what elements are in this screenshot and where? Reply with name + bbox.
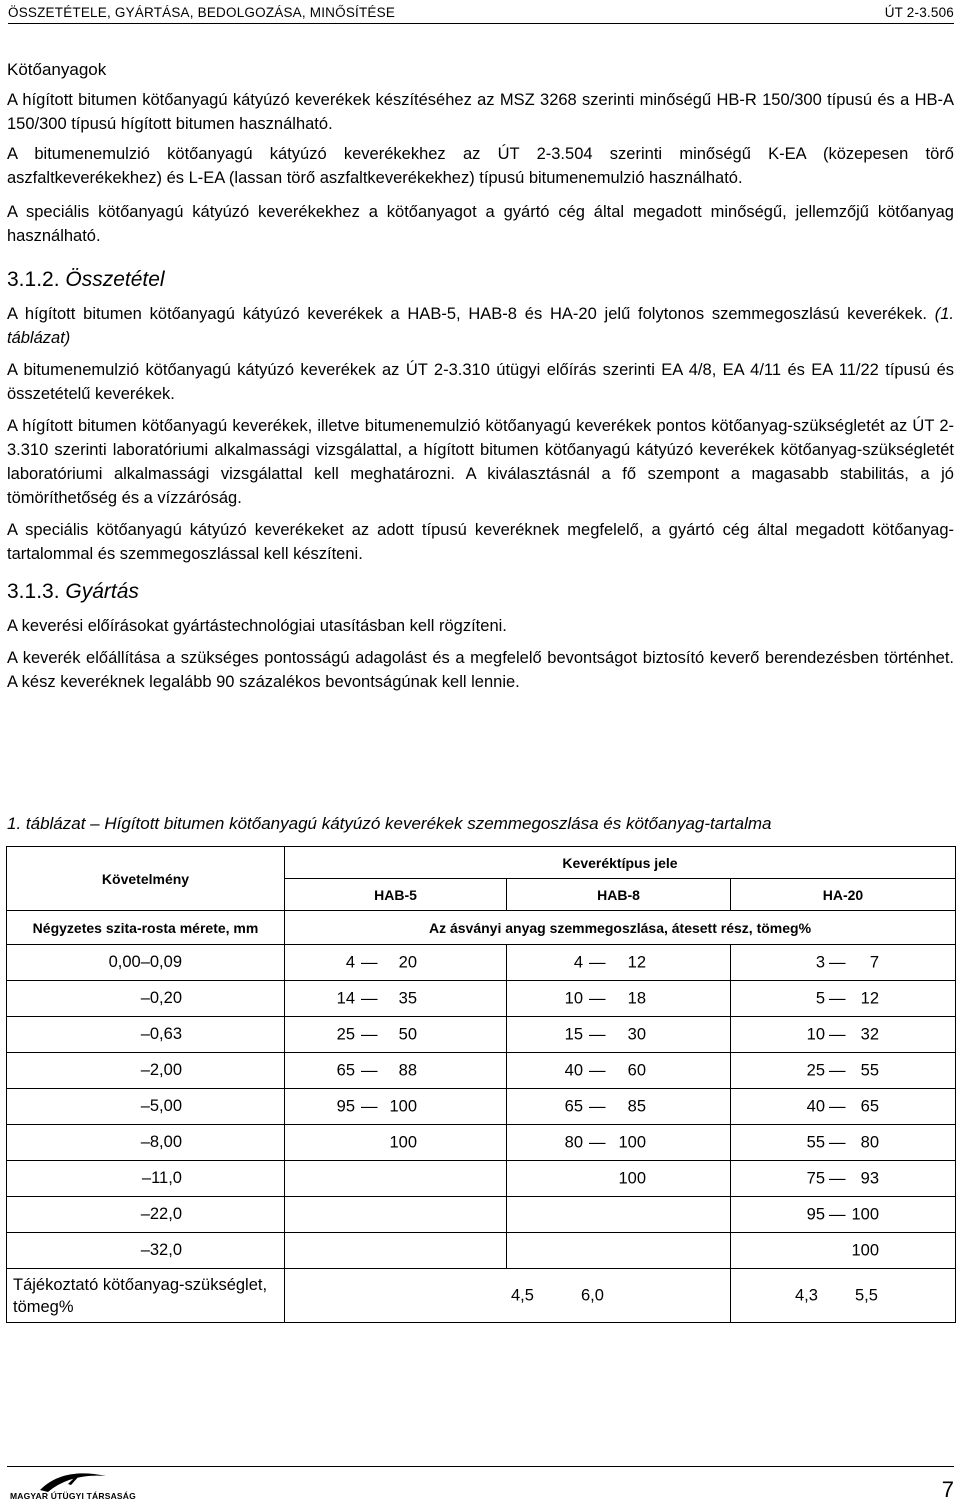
- range-dash: —: [589, 1097, 606, 1115]
- range-min: 25: [806, 1061, 825, 1079]
- range-dash: —: [829, 1169, 846, 1187]
- range-cell: [731, 1053, 956, 1089]
- header-type-hab8: HAB-8: [507, 879, 731, 911]
- range-cell: [507, 1125, 731, 1161]
- range-cell: [731, 1161, 956, 1197]
- paragraph-binder-requirement: A hígított bitumen kötőanyagú keverékek, illetve bitumenemulzió kötőanyagú keverékek pontos kötőanyag-szükségletét az ÚT 2-3.310 szerinti laboratóriumi alkalmassági vizsgálattal, a hígított bitumen kötőanyagú kátyúzó keverékek kötőanyag-szükségletét laboratóriumi alkalmassági vizsgálattal kell meghatározni. A kiválasztásnál a fő szempont a magasabb stabilitás, a jó tömöríthetőség és a vízzáróság.: [7, 417, 954, 507]
- range-max: 88: [398, 1061, 417, 1079]
- paragraph-special-binder: A speciális kötőanyagú kátyúzó keverékekhez a kötőanyagot a gyártó cég által megadott minőségű, jellemzőjű kötőanyag használható.: [7, 203, 954, 245]
- binder-ha-min: 4,3: [795, 1286, 818, 1304]
- page-number: 7: [941, 1477, 954, 1502]
- table-row: [7, 1197, 956, 1233]
- range-dash: —: [829, 1025, 846, 1043]
- range-cell: [285, 1089, 507, 1125]
- range-cell: [507, 1233, 731, 1269]
- range-dash: —: [829, 1061, 846, 1079]
- range-cell: [285, 1053, 507, 1089]
- range-dash: —: [589, 1133, 606, 1151]
- grading-rows: [7, 945, 956, 1269]
- subheading-kotoanyagok: Kötőanyagok: [7, 60, 107, 79]
- range-dash: —: [361, 1061, 378, 1079]
- paragraph-hb-binder: A hígított bitumen kötőanyagú kátyúzó keverékek készítéséhez az MSZ 3268 szerinti minőségű HB-R 150/300 típusú és a HB-A 150/300 típusú hígított bitumen használható.: [7, 91, 954, 133]
- binder-hab-min: 4,5: [511, 1286, 534, 1304]
- range-max: 85: [627, 1097, 646, 1115]
- binder-ha-range: [731, 1269, 956, 1323]
- range-cell: [507, 1053, 731, 1089]
- range-cell: [285, 1197, 507, 1233]
- range-max: 12: [627, 953, 646, 971]
- range-min: 4: [573, 953, 583, 971]
- range-cell: [285, 945, 507, 981]
- logo-text: MAGYAR ÚTÜGYI TÁRSASÁG: [10, 1491, 136, 1501]
- sieve-size-cell: –32,0: [7, 1233, 285, 1269]
- range-min: 25: [336, 1025, 355, 1043]
- range-cell: [507, 981, 731, 1017]
- range-min: 40: [806, 1097, 825, 1115]
- road-swoosh-icon: [38, 1470, 108, 1492]
- publisher-logo: [10, 1470, 136, 1502]
- range-max: 65: [860, 1097, 879, 1115]
- range-cell: [285, 1017, 507, 1053]
- paragraph-special-mixtures: A speciális kötőanyagú kátyúzó keverékeket az adott típusú keveréknek megfelelő, a gyártó cég által megadott kötőanyag-tartalommal és szemmegoszlással kell készíteni.: [7, 521, 954, 563]
- header-requirement: Követelmény: [7, 847, 285, 911]
- range-max: 55: [860, 1061, 879, 1079]
- range-cell: [731, 1197, 956, 1233]
- table-row: [7, 981, 956, 1017]
- range-cell: [285, 981, 507, 1017]
- range-max: 7: [869, 953, 879, 971]
- range-min: 80: [564, 1133, 583, 1151]
- range-cell: [731, 1233, 956, 1269]
- range-dash: —: [361, 953, 378, 971]
- range-cell: [731, 945, 956, 981]
- range-dash: —: [589, 989, 606, 1007]
- range-cell: [731, 1017, 956, 1053]
- sieve-size-cell: –22,0: [7, 1197, 285, 1233]
- range-dash: —: [361, 1097, 378, 1115]
- paragraph-emulsion-binder: A bitumenemulzió kötőanyagú kátyúzó keverékekhez az ÚT 2-3.504 szerinti minőségű K-EA (közepesen törő aszfaltkeverékekhez) és L-EA (lassan törő aszfaltkeverékekhez) típusú bitumenemulzió használható.: [7, 145, 954, 187]
- header-type-hab5: HAB-5: [285, 879, 507, 911]
- range-dash: —: [829, 953, 846, 971]
- range-min: 5: [815, 989, 825, 1007]
- sieve-size-cell: –0,63: [7, 1017, 285, 1053]
- table-row: [7, 1125, 956, 1161]
- range-cell: [507, 1089, 731, 1125]
- paragraph-mixing-rules: A keverési előírásokat gyártástechnológiai utasításban kell rögzíteni.: [7, 617, 507, 635]
- binder-hab-max: 6,0: [581, 1286, 604, 1304]
- range-cell: [507, 945, 731, 981]
- range-dash: —: [589, 1025, 606, 1043]
- range-dash: —: [829, 1133, 846, 1151]
- range-min: 10: [564, 989, 583, 1007]
- table-row: [7, 1017, 956, 1053]
- range-min: 95: [336, 1097, 355, 1115]
- range-max: 12: [860, 989, 879, 1007]
- section-number: 3.1.3.: [7, 580, 60, 603]
- range-max: 18: [627, 989, 646, 1007]
- range-cell: [507, 1161, 731, 1197]
- range-max: 100: [618, 1133, 646, 1151]
- table-row: [7, 1161, 956, 1197]
- binder-label: Tájékoztató kötőanyag-szükséglet, tömeg%: [7, 1269, 285, 1323]
- header-title: ÖSSZETÉTELE, GYÁRTÁSA, BEDOLGOZÁSA, MINŐSÍTÉSE: [8, 5, 396, 20]
- range-dash: —: [829, 989, 846, 1007]
- range-dash: —: [589, 1061, 606, 1079]
- range-max: 50: [398, 1025, 417, 1043]
- table-reference: (1. táblázat): [7, 305, 955, 347]
- range-max: 93: [860, 1169, 879, 1187]
- section-title: Gyártás: [65, 580, 139, 603]
- range-min: 65: [336, 1061, 355, 1079]
- range-min: 14: [336, 989, 355, 1007]
- header-sieve-size: Négyzetes szita-rosta mérete, mm: [7, 911, 285, 945]
- range-cell: [507, 1197, 731, 1233]
- range-min: 65: [564, 1097, 583, 1115]
- table-row: [7, 945, 956, 981]
- sieve-size-cell: –8,00: [7, 1125, 285, 1161]
- range-cell: [731, 1089, 956, 1125]
- section-heading-osszetetel: [7, 266, 954, 294]
- range-max: 30: [627, 1025, 646, 1043]
- header-type-ha20: HA-20: [731, 879, 956, 911]
- range-min: 4: [345, 953, 355, 971]
- range-dash: —: [361, 1025, 378, 1043]
- range-max: 100: [618, 1169, 646, 1187]
- range-min: 75: [806, 1169, 825, 1187]
- paragraph-emulsion-mixtures: A bitumenemulzió kötőanyagú kátyúzó keverékek az ÚT 2-3.310 útügyi előírás szerinti EA 4/8, EA 4/11 és EA 11/22 típusú és összetételű keverékek.: [7, 361, 954, 403]
- table-row: [7, 1053, 956, 1089]
- range-max: 20: [398, 953, 417, 971]
- sieve-size-cell: –2,00: [7, 1053, 285, 1089]
- section-title: Összetétel: [65, 268, 165, 291]
- page-header: [8, 3, 954, 24]
- sieve-size-cell: –11,0: [7, 1161, 285, 1197]
- range-min: 55: [806, 1133, 825, 1151]
- range-max: 60: [627, 1061, 646, 1079]
- range-max: 100: [851, 1241, 879, 1259]
- footer-divider: [7, 1466, 954, 1467]
- sieve-size-cell: 0,00–0,09: [7, 945, 285, 981]
- range-min: 15: [564, 1025, 583, 1043]
- range-dash: —: [829, 1097, 846, 1115]
- range-dash: —: [361, 989, 378, 1007]
- range-cell: [285, 1125, 507, 1161]
- range-dash: —: [589, 953, 606, 971]
- range-cell: [285, 1161, 507, 1197]
- range-max: 100: [389, 1097, 417, 1115]
- range-min: 95: [806, 1205, 825, 1223]
- paragraph-production: A keverék előállítása a szükséges pontosságú adagolást és a megfelelő bevontságot biztosító keverő berendezésben történhet. A kész keveréknek legalább 90 százalékos bevontságúnak kell lennie.: [7, 649, 954, 691]
- section-number: 3.1.2.: [7, 268, 60, 291]
- range-cell: [731, 981, 956, 1017]
- range-dash: —: [829, 1205, 846, 1223]
- paragraph-text: A hígított bitumen kötőanyagú kátyúzó keverékek a HAB-5, HAB-8 és HA-20 jelű folytonos szemmegoszlású keverékek.: [7, 305, 927, 323]
- table-row: [7, 1233, 956, 1269]
- binder-ha-max: 5,5: [855, 1286, 878, 1304]
- range-min: 3: [815, 953, 825, 971]
- paragraph-hb-mixtures: [7, 302, 954, 350]
- range-cell: [731, 1125, 956, 1161]
- table-caption: 1. táblázat – Hígított bitumen kötőanyagú kátyúzó keverékek szemmegoszlása és kötőanyag-tartalma: [7, 814, 772, 833]
- range-max: 32: [860, 1025, 879, 1043]
- range-max: 100: [851, 1205, 879, 1223]
- range-cell: [507, 1017, 731, 1053]
- header-passing: Az ásványi anyag szemmegoszlása, átesett rész, tömeg%: [285, 911, 956, 945]
- range-cell: [285, 1233, 507, 1269]
- range-min: 40: [564, 1061, 583, 1079]
- table-row: [7, 1089, 956, 1125]
- range-min: 10: [806, 1025, 825, 1043]
- sieve-size-cell: –5,00: [7, 1089, 285, 1125]
- range-max: 80: [860, 1133, 879, 1151]
- section-heading-gyartas: [7, 578, 954, 606]
- header-mix-type: Keveréktípus jele: [285, 847, 956, 879]
- header-doc-code: ÚT 2-3.506: [884, 5, 954, 20]
- range-max: 100: [389, 1133, 417, 1151]
- grading-table: [6, 846, 956, 1323]
- document-body: [7, 58, 954, 694]
- binder-hab-range: [285, 1269, 731, 1323]
- range-max: 35: [398, 989, 417, 1007]
- sieve-size-cell: –0,20: [7, 981, 285, 1017]
